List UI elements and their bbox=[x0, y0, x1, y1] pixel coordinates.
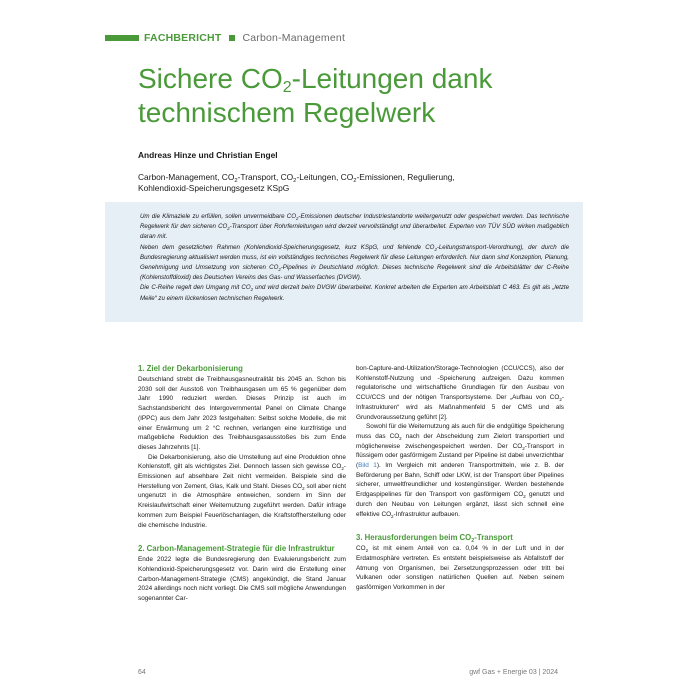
section-heading: 1. Ziel der Dekarbonisierung bbox=[138, 364, 243, 373]
body-paragraph: Ende 2022 legte die Bundesregierung den Evaluierungsbericht zum Kohlendioxid-Speicherungsgesetz vor. Darin wird die Erstellung einer Carbon-Management-Strategie (CMS) angekündigt, die Stand Januar 2024 allerdings noch nicht vorliegt. Die CMS soll mögliche Anwendungen sogenannter Car- bbox=[138, 556, 346, 603]
abstract-paragraph: Die C-Reihe regelt den Umgang mit $CO_2$ und wird derzeit beim DVGW überarbeitet. Konkret arbeiten die Experten am Arbeitsblatt C 463. Es gilt als „letzte Meile“ zu einem lückenlosen technischen Regelwerk. bbox=[140, 284, 570, 302]
authors: Andreas Hinze und Christian Engel bbox=[138, 150, 278, 160]
body-paragraph: bon-Capture-and-Utilization/Storage-Technologien (CCU/CCS), also der Kohlenstoff-Nutzung und -Speicherung aufzeigen. Dazu kommen regulatorische und wirtschaftliche Grundlagen für den Ausbau von CCU/CCS und der nötigen Transportsysteme. Der „Aufbau von $CO_2-Infrastrukturen“$ wird als Maßnahmenfeld 5 der CMS und als Grundvoraussetzung geführt [2]. bbox=[356, 365, 564, 421]
section-kicker bbox=[105, 32, 345, 44]
column-right bbox=[356, 364, 564, 593]
abstract-paragraph: Um die Klimaziele zu erfüllen, sollen unvermeidbare $CO_2$-Emissionen deutscher Industriestandorte weitergenutzt oder gespeichert werden. Das technische Regelwerk für den sicheren $CO_2$-Transport über Rohrfernleitungen wird derzeit vervollständigt und überarbeitet. Experten von TÜV SÜD wirken maßgeblich daran mit. bbox=[140, 213, 570, 241]
figure-link[interactable]: Bild 1 bbox=[358, 462, 377, 470]
section-heading: 2. Carbon-Management-Strategie für die Infrastruktur bbox=[138, 544, 335, 554]
kicker-bar bbox=[105, 35, 139, 41]
article-title: Sichere $CO_2$-Leitungen dank technischem Regelwerk bbox=[138, 63, 493, 128]
body-paragraph: Deutschland strebt die Treibhausgasneutralität bis 2045 an. Schon bis 2030 soll der Ausstoß von Treibhausgasen um 65 % gegenüber dem Jahr 1990 reduziert werden. Dieses Prinzip ist auch im Sachstandsbericht des Intergovernmental Panel on Climate Change (IPPC) aus dem Jahr 2023 festgehalten: Selbst solche Modelle, die mit einer Erwärmung um 2 °C rechnen, verlangen eine kurzfristige und maßgebliche Reduktion des Treibhausgasausstoßes bis zum Ende dieses Jahrzehnts [1]. bbox=[138, 376, 346, 451]
kicker-square bbox=[229, 35, 235, 41]
category-label: FACHBERICHT bbox=[144, 32, 222, 44]
body-paragraph: Die Dekarbonisierung, also die Umstellung auf eine Produktion ohne Kohlenstoff, gilt als wichtigstes Ziel. Dennoch lassen sich gewisse $CO_2$-Emissionen auf absehbare Zeit nicht vermeiden. Beispiele sind die Herstellung von Zement, Glas, Kalk und Stahl. Dieses $CO_2$ soll aber nicht ungenutzt in die Atmosphäre entweichen, sondern im Sinn der Kreislaufwirtschaft einer Weiternutzung zugeführt werden. Dafür infrage kommen zum Beispiel Feuerlöschanlagen, die Kraftstoffherstellung oder die chemische Industrie. bbox=[138, 453, 346, 529]
journal-footer: gwf Gas + Energie 03 | 2024 bbox=[469, 669, 558, 676]
body-paragraph: Sowohl für die Weiternutzung als auch für die endgültige Speicherung muss das $CO_2$ nach der Abscheidung zum Zielort transportiert und möglicherweise zwischengespeichert werden. Der $CO_2$-Transport in flüssigem oder gasförmigem Zustand per Pipeline ist dabei unverzichtbar (Bild 1). Im Vergleich mit anderen Transportmitteln, wie z. B. der Beförderung per Bahn, Schiff oder LKW, ist der Transport über Pipelines sicherer, umweltfreundlicher und kostengünstiger. Werden bestehende Erdgaspipelines für den Transport von gasförmigem $CO_2$ genutzt und durch den Neubau von Leitungen ergänzt, lässt sich schnell eine effektive $CO_2$-Infrastruktur aufbauen. bbox=[356, 423, 564, 519]
body-paragraph: $CO_2$ ist mit einem Anteil von ca. 0,04 % in der Luft und in der Erdatmosphäre vertreten. Es entsteht beispielsweise als Abfallstoff der Atmung von Organismen, bei Zersetzungsprozessen oder tritt bei Vulkanen oder sonstigen natürlichen Quellen auf. Neben seinem gasförmigen Vorkommen in der bbox=[356, 545, 564, 592]
abstract-paragraph: Neben dem gesetzlichen Rahmen (Kohlendioxid-Speicherungsgesetz, kurz KSpG, und fehlende $CO_2-Leitungstransport-Verordnung$), der durch die Bundesregierung aktualisiert werden muss, ist ein vollständiges technisches Regelwerk für diese Leitungen erforderlich. Nur dann sind Konzeption, Planung, Genehmigung und Umsetzung von sicheren $CO_2$-Pipelines in Deutschland möglich. Dieses technische Regelwerk sind die Arbeitsblätter der C-Reihe (Kohlenstoffdioxid) des Deutschen Vereins des Gas- und Wasserfaches (DVGW). bbox=[140, 243, 569, 282]
section-label: Carbon-Management bbox=[242, 32, 346, 44]
page-number: 64 bbox=[138, 669, 146, 676]
column-left bbox=[138, 364, 346, 604]
abstract-box bbox=[105, 202, 583, 322]
section-heading: 3. Herausforderungen beim $CO_2$-Transport bbox=[356, 533, 513, 545]
keywords: Carbon-Management, $CO_2$-Transport, $CO_2$-Leitungen, $CO_2$-Emissionen, Regulierung, Kohlendioxid-Speicherungsgesetz KSpG bbox=[138, 172, 455, 193]
